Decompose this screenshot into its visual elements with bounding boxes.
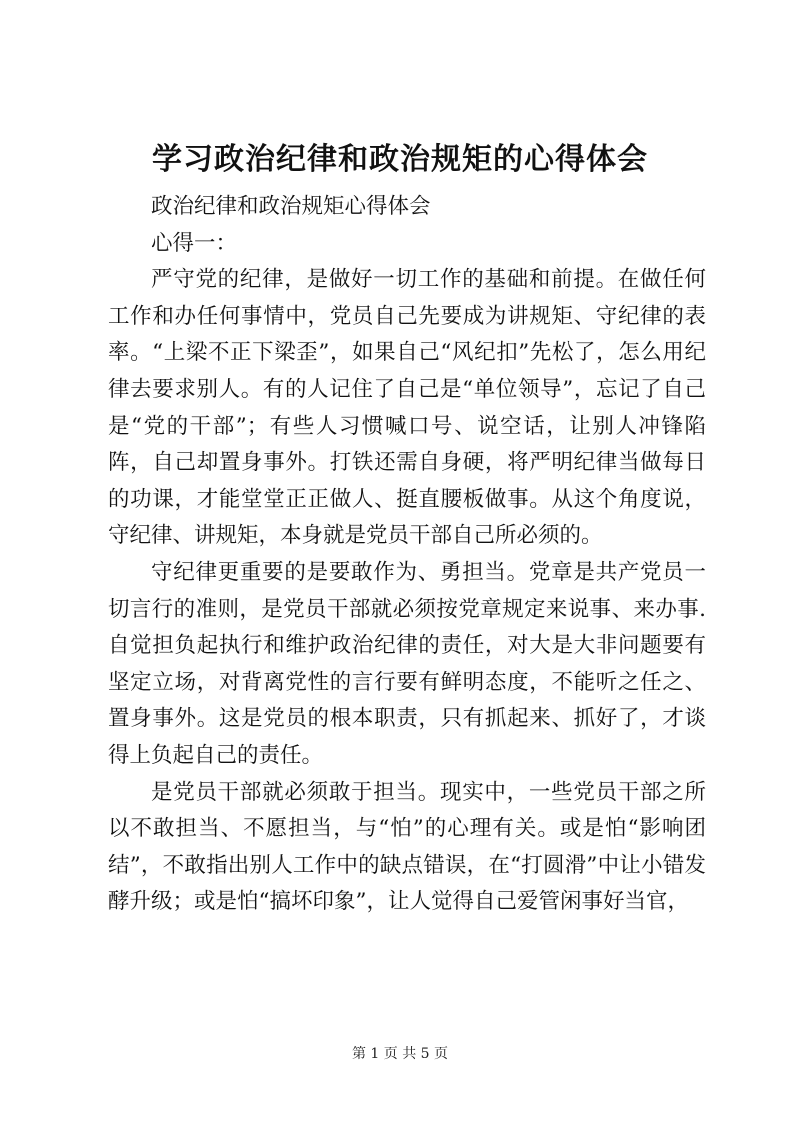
page-footer: 第 1 页 共 5 页 [351, 1046, 449, 1062]
body-paragraph: 守纪律更重要的是要敢作为、勇担当。党章是共产党员一切言行的准则，是党员干部就必须按党章规定来说事、来办事.自觉担负起执行和维护政治纪律的责任，对大是大非问题要有坚定立场，对背离党性的言行要有鲜明态度，不能听之任之、置身事外。这是党员的根本职责，只有抓起来、抓好了，才谈得上负起自己的责任。 [108, 559, 706, 768]
section-heading: 心得一： [151, 230, 238, 256]
body-paragraph: 严守党的纪律，是做好一切工作的基础和前提。在做任何工作和办任何事情中，党员自己先要成为讲规矩、守纪律的表率。“上梁不正下梁歪”，如果自己“风纪扣”先松了，怎么用纪律去要求别人。有的人记住了自己是“单位领导”，忘记了自己是“党的干部”；有些人习惯喊口号、说空话，让别人冲锋陷阵，自己却置身事外。打铁还需自身硬，将严明纪律当做每日的功课，才能堂堂正正做人、挺直腰板做事。从这个角度说，守纪律、讲规矩，本身就是党员干部自己所必须的。 [108, 267, 706, 549]
subtitle-paragraph: 政治纪律和政治规矩心得体会 [151, 194, 431, 219]
document-body [108, 189, 706, 921]
body-paragraph: 是党员干部就必须敢于担当。现实中，一些党员干部之所以不敢担当、不愿担当，与“怕”的心理有关。或是怕“影响团结”，不敢指出别人工作中的缺点错误，在“打圆滑”中让小错发酵升级；或是怕“搞坏印象”，让人觉得自己爱管闲事好当官， [108, 779, 706, 915]
document-title: 学习政治纪律和政治规矩的心得体会 [152, 142, 648, 177]
